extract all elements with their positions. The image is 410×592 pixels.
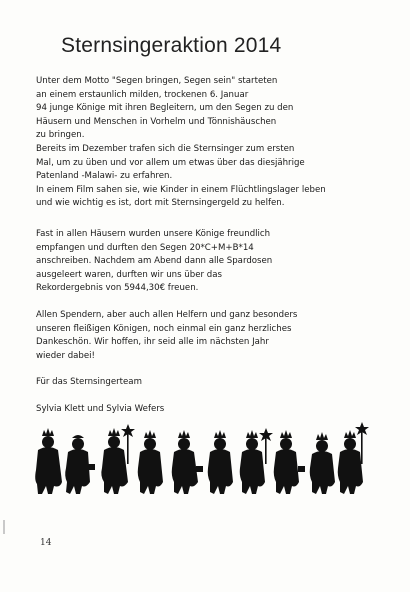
text-line: Unter dem Motto "Segen bringen, Segen sein" starteten (36, 76, 278, 86)
text-line: Dankeschön. Wir hoffen, ihr seid alle im nächsten Jahr (36, 337, 269, 348)
text-line: an einem erstaunlich milden, trockenen 6. Januar (36, 89, 249, 100)
text-line: Sylvia Klett und Sylvia Wefers (36, 404, 165, 414)
text-line: Allen Spendern, aber auch allen Helfern und ganz besonders (36, 310, 298, 320)
page-number: 14 (40, 538, 52, 548)
text-line: Für das Sternsingerteam (36, 377, 142, 387)
king-silhouette (172, 430, 203, 494)
text-line: empfangen und durften den Segen 20*C+M+B*14 (36, 242, 254, 253)
king-silhouette (274, 430, 305, 494)
text-line: Häusern und Menschen in Vorhelm und Tönnishäuschen (36, 116, 277, 127)
closing-line (36, 376, 142, 390)
star-bearer-silhouette (240, 428, 273, 494)
text-line: Patenland -Malawi- zu erfahren. (36, 171, 173, 182)
text-line: anschreiben. Nachdem am Abend dann alle Spardosen (36, 256, 273, 267)
king-silhouette (65, 435, 95, 494)
text-line: 94 junge Könige mit ihren Begleitern, um den Segen zu den (36, 103, 294, 114)
text-line: unseren fleißigen Königen, noch einmal ein ganz herzliches (36, 323, 292, 334)
text-line: Fast in allen Häusern wurden unsere Könige freundlich (36, 229, 271, 239)
paragraph-result (36, 228, 272, 296)
text-line: wieder dabei! (36, 350, 96, 361)
text-line: Mal, um zu üben und vor allem um etwas über das diesjährige (36, 157, 305, 168)
king-silhouette (208, 430, 233, 494)
text-line: und wie wichtig es ist, dort mit Sternsingergeld zu helfen. (36, 198, 285, 209)
star-bearer-silhouette (101, 424, 135, 494)
scan-mark (3, 520, 5, 534)
text-line: zu bringen. (36, 130, 85, 141)
text-line: Rekordergebnis von 5944,30€ freuen. (36, 283, 199, 294)
paragraph-thanks (36, 309, 297, 363)
star-bearer-silhouette (338, 422, 369, 494)
star-singers-silhouette-illustration (30, 420, 385, 495)
page-title: Sternsingeraktion 2014 (61, 34, 282, 57)
text-line: ausgeleert waren, durften wir uns über das (36, 269, 222, 280)
king-silhouette (35, 428, 62, 494)
king-silhouette (138, 430, 163, 494)
text-line: Bereits im Dezember trafen sich die Sternsinger zum ersten (36, 143, 295, 154)
paragraph-intro (36, 75, 326, 211)
signature-line (36, 403, 164, 417)
text-line: In einem Film sahen sie, wie Kinder in einem Flüchtlingslager leben (36, 184, 326, 195)
king-silhouette (310, 432, 335, 494)
